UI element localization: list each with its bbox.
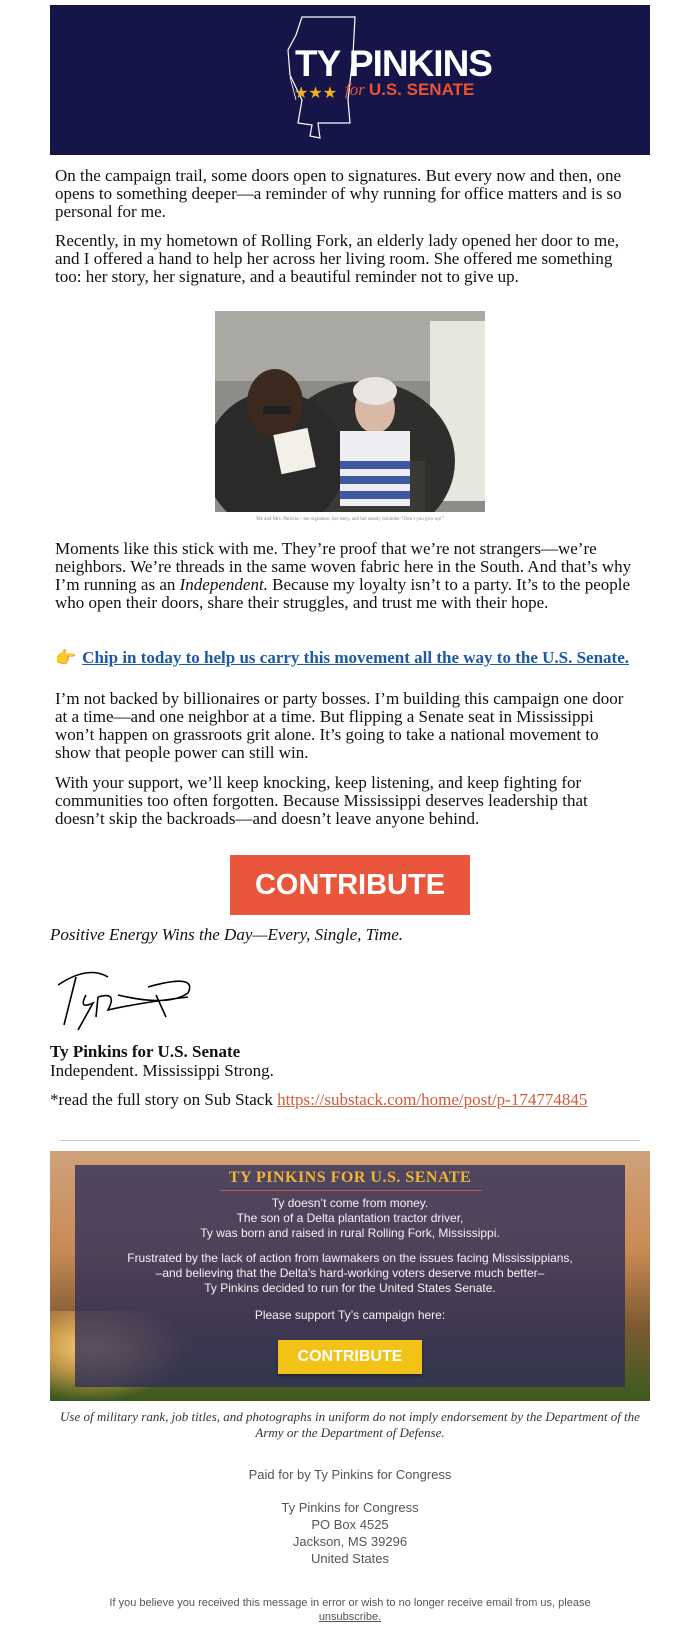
banner-line-2: The son of a Delta plantation tractor driver, <box>236 1211 464 1225</box>
paragraph-support: With your support, we’ll keep knocking, keep listening, and keep fighting for communities too often forgotten. Because Mississippi deserves leadership that doesn’t skip the backroads—and doesn’t leave anyone behind. <box>55 773 588 828</box>
p3-part1: Moments like this stick with me. They’re proof that we’re not strangers—we’re neighbors. We’re threads in the same woven fabric here in the South. And that’s why I’m running as an <box>55 539 632 594</box>
paragraph-rolling-fork: Recently, in my hometown of Rolling Fork, an elderly lady opened her door to me, and I offered a hand to help her across her living room. She offered me something too: her story, her signature, and a beautiful reminder not to give up. <box>55 231 620 286</box>
tagline: Positive Energy Wins the Day—Every, Single, Time. <box>50 925 403 944</box>
p3-independent: Independent. <box>179 575 268 594</box>
senate-promo-banner <box>50 1151 650 1401</box>
header-for-text: for <box>345 80 365 99</box>
banner-line-3: Ty was born and raised in rural Rolling Fork, Mississippi. <box>200 1226 500 1240</box>
banner-line-6: Ty Pinkins decided to run for the United States Senate. <box>204 1281 496 1295</box>
header-senate-text: U.S. SENATE <box>368 80 475 99</box>
military-disclaimer: Use of military rank, job titles, and photographs in uniform do not imply endorsement by the Department of the Army or the Department of Defense. <box>60 1409 640 1440</box>
full-story-text: *read the full story on Sub Stack <box>50 1090 278 1109</box>
photo-ty-and-patricia <box>215 311 485 512</box>
banner-line-1: Ty doesn’t come from money. <box>271 1196 429 1210</box>
banner-line-5: –and believing that the Delta’s hard-working voters deserve much better– <box>155 1266 545 1280</box>
pointing-hand-icon: 👉 <box>55 648 77 667</box>
paragraph-grassroots: I’m not backed by billionaires or party bosses. I’m building this campaign one door at a time—and one neighbor at a time. But flipping a Senate seat in Mississippi won’t happen on grassroots grit alone. It’s going to take a national movement to show that people power can still win. <box>55 689 624 762</box>
address-po-box: PO Box 4525 <box>311 1517 389 1532</box>
paid-for-line: Paid for by Ty Pinkins for Congress <box>248 1467 452 1482</box>
banner-contribute-button[interactable]: CONTRIBUTE <box>278 1340 422 1374</box>
address-city: Jackson, MS 39296 <box>292 1534 408 1549</box>
chip-in-callout <box>55 649 635 667</box>
campaign-header-banner <box>50 5 650 155</box>
signature-graphic <box>48 955 198 1035</box>
banner-line-7: Please support Ty’s campaign here: <box>254 1308 446 1322</box>
header-subtitle <box>345 80 474 100</box>
substack-link[interactable]: https://substack.com/home/post/p-174774845 <box>277 1090 588 1109</box>
star-icons: ★★★ <box>294 85 338 102</box>
contribute-button[interactable]: CONTRIBUTE <box>230 855 470 915</box>
chip-in-link[interactable]: Chip in today to help us carry this movement all the way to the U.S. Senate. <box>82 648 630 667</box>
banner-panel <box>75 1165 625 1387</box>
signature-image <box>48 955 198 1040</box>
photo-illustration <box>215 311 485 512</box>
signature-subtitle: Independent. Mississippi Strong. <box>50 1061 274 1080</box>
paragraph-intro: On the campaign trail, some doors open to signatures. But every now and then, one opens to something deeper—a reminder of why running for office matters and is so personal for me. <box>55 166 622 221</box>
unsubscribe-link[interactable]: unsubscribe. <box>318 1611 382 1623</box>
unsubscribe-notice <box>50 1596 650 1624</box>
signature-name: Ty Pinkins for U.S. Senate <box>50 1042 241 1061</box>
address-org: Ty Pinkins for Congress <box>281 1500 419 1515</box>
header-title: TY PINKINS <box>295 43 492 84</box>
banner-title: TY PINKINS FOR U.S. SENATE <box>228 1169 472 1186</box>
paragraph-neighbors <box>55 540 635 612</box>
divider <box>60 1140 640 1141</box>
banner-line-4: Frustrated by the lack of action from lawmakers on the issues facing Mississippians, <box>127 1251 573 1265</box>
p3-part2: Because my loyalty isn’t to a party. It’s to the people who open their doors, share their struggles, and trust me with their hope. <box>55 575 631 612</box>
address-country: United States <box>310 1551 390 1566</box>
full-story-line <box>50 1090 587 1110</box>
unsubscribe-text: If you believe you received this message in error or wish to no longer receive email from us, please <box>109 1597 591 1609</box>
banner-title-rule <box>220 1190 482 1191</box>
photo-caption: Me and Mrs. Patricia—her signature, her story, and her steady reminder “Don’t you give up!” <box>256 517 444 522</box>
